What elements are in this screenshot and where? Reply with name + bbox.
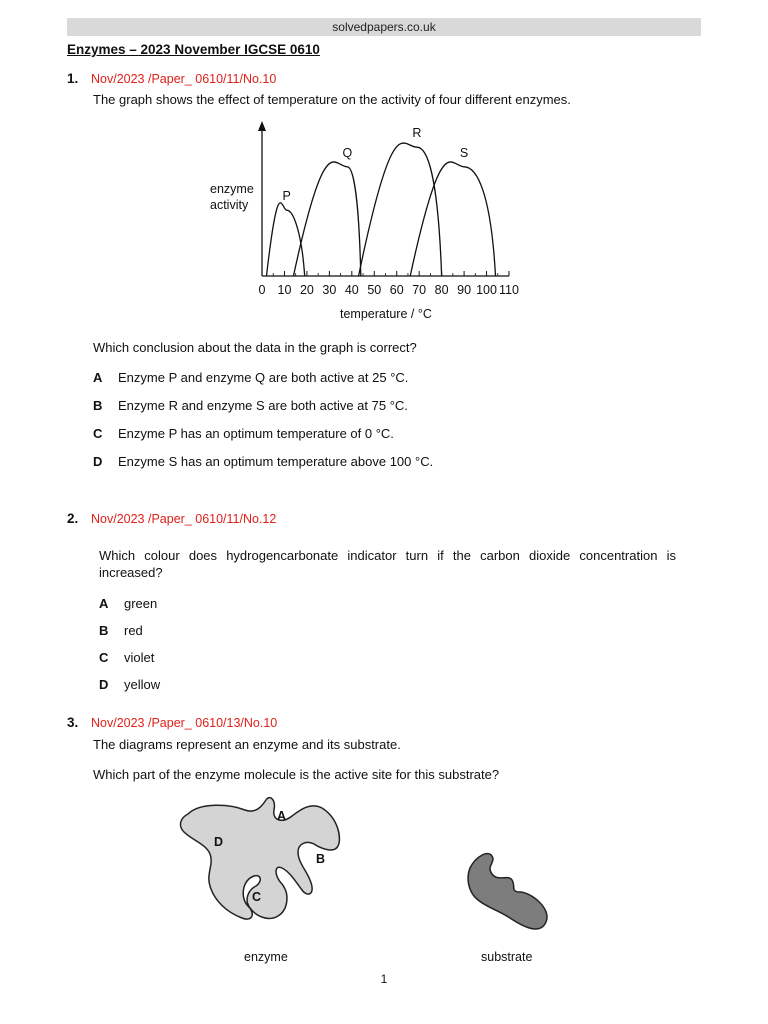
q2-option-c-text: violet xyxy=(124,650,155,665)
chart-x-tick-label: 20 xyxy=(299,283,314,297)
enzyme-activity-chart xyxy=(200,115,530,325)
curve-s xyxy=(410,162,495,276)
enzyme-substrate-diagram xyxy=(170,790,570,970)
enzyme-label-c: C xyxy=(252,890,262,904)
substrate-caption: substrate xyxy=(481,950,533,964)
question-3-number: 3. xyxy=(67,715,79,730)
q1-option-a-text: Enzyme P and enzyme Q are both active at 25 °C. xyxy=(118,370,409,385)
page-number: 1 xyxy=(380,972,388,986)
chart-x-tick-label: 60 xyxy=(389,283,404,297)
q1-option-b-text: Enzyme R and enzyme S are both active at 75 °C. xyxy=(118,398,408,413)
q1-option-c-text: Enzyme P has an optimum temperature of 0 °C. xyxy=(118,426,394,441)
chart-ylabel-line1: enzyme xyxy=(210,182,254,196)
chart-ylabel-line2: activity xyxy=(210,198,249,212)
q2-option-b-letter: B xyxy=(99,623,109,638)
q1-option-d-letter: D xyxy=(93,454,103,469)
curve-p xyxy=(266,203,304,276)
chart-x-tick-label: 10 xyxy=(277,283,292,297)
curve-label-s: S xyxy=(459,145,469,160)
question-1-intro: The graph shows the effect of temperature on the activity of four different enzymes. xyxy=(93,92,571,107)
curve-label-r: R xyxy=(412,126,422,141)
enzyme-label-a: A xyxy=(277,809,287,823)
question-3-prompt: Which part of the enzyme molecule is the active site for this substrate? xyxy=(93,767,500,782)
enzyme-caption: enzyme xyxy=(244,950,288,964)
q2-option-d-letter: D xyxy=(99,677,109,692)
curve-label-q: Q xyxy=(342,145,353,160)
q2-option-c-letter: C xyxy=(99,650,109,665)
q1-option-a-letter: A xyxy=(93,370,103,385)
question-3-reference: Nov/2023 /Paper_ 0610/13/No.10 xyxy=(91,716,278,730)
question-2-prompt-line2: increased? xyxy=(99,565,163,580)
chart-x-tick-label: 90 xyxy=(457,283,472,297)
enzyme-label-d: D xyxy=(214,835,224,849)
enzyme-label-b: B xyxy=(316,852,326,866)
question-2-reference: Nov/2023 /Paper_ 0610/11/No.12 xyxy=(91,512,277,526)
chart-x-tick-label: 0 xyxy=(258,283,266,297)
question-1-reference: Nov/2023 /Paper_ 0610/11/No.10 xyxy=(91,72,277,86)
question-2-prompt-line1: Which colour does hydrogencarbonate indicator turn if the carbon dioxide concentration is xyxy=(99,548,676,563)
q2-option-b-text: red xyxy=(124,623,143,638)
q1-option-d-text: Enzyme S has an optimum temperature above 100 °C. xyxy=(118,454,434,469)
chart-x-tick-label: 50 xyxy=(367,283,382,297)
q2-option-a-text: green xyxy=(124,596,158,611)
chart-xlabel: temperature / °C xyxy=(340,307,432,321)
curve-label-p: P xyxy=(282,189,291,204)
site-header: solvedpapers.co.uk xyxy=(67,18,701,36)
substrate-shape xyxy=(468,854,547,929)
question-3-intro: The diagrams represent an enzyme and its substrate. xyxy=(93,737,401,752)
chart-x-tick-label: 30 xyxy=(322,283,337,297)
chart-x-tick-label: 70 xyxy=(412,283,427,297)
question-1-number: 1. xyxy=(67,71,79,86)
question-2-number: 2. xyxy=(67,511,79,526)
question-1-prompt: Which conclusion about the data in the graph is correct? xyxy=(93,340,417,355)
chart-x-tick-label: 80 xyxy=(434,283,449,297)
curve-r xyxy=(359,143,442,276)
chart-x-tick-label: 40 xyxy=(344,283,359,297)
q2-option-a-letter: A xyxy=(99,596,109,611)
q2-option-d-text: yellow xyxy=(124,677,161,692)
document-title: Enzymes – 2023 November IGCSE 0610 xyxy=(67,42,320,57)
chart-x-tick-label: 100 xyxy=(476,283,497,297)
q1-option-b-letter: B xyxy=(93,398,103,413)
chart-x-tick-label: 110 xyxy=(499,283,519,297)
chart-y-axis-arrow xyxy=(258,121,266,131)
q1-option-c-letter: C xyxy=(93,426,103,441)
